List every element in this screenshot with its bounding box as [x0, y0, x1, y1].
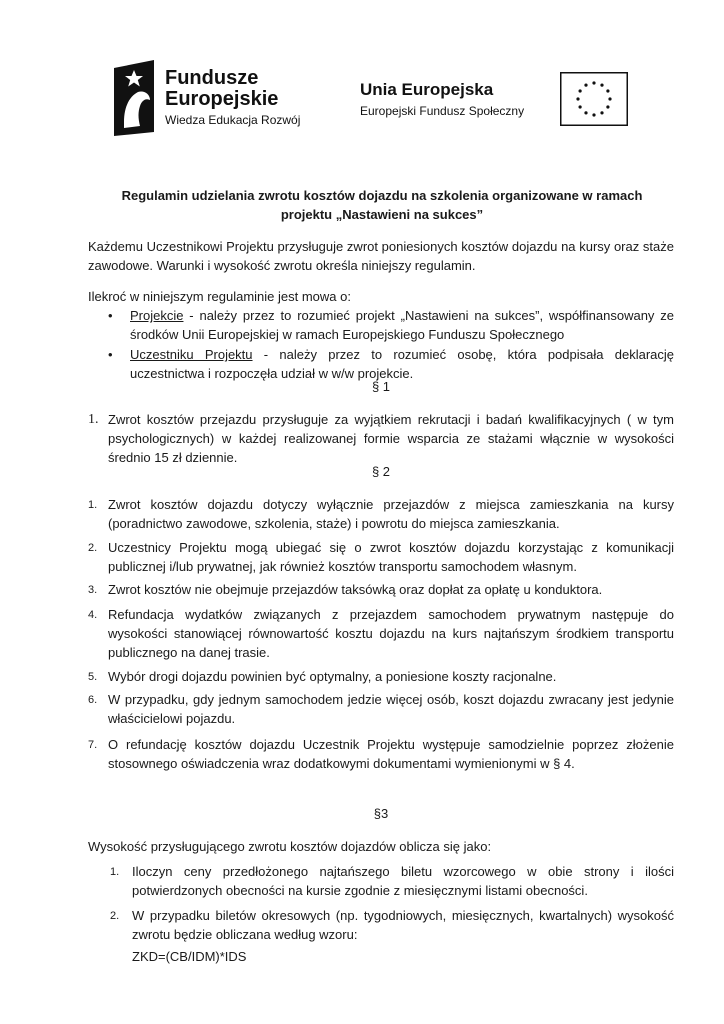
section2-item [88, 580, 674, 599]
ue-logo-text [360, 80, 550, 120]
item-text: Zwrot kosztów dojazdu dotyczy wyłącznie przejazdów z miejsca zamieszkania na kursy (poradnictwo zawodowe, szkolenia, staże) i powrotu do miejsca zamieszkania. [108, 497, 674, 531]
fe-logo-line2: Europejskie [165, 88, 279, 110]
document-title [90, 186, 674, 224]
item-text: Zwrot kosztów przejazdu przysługuje za wyjątkiem rekrutacji i badań kwalifikacyjnych ( w tym psychologicznych) w każdej realizowanej formie wsparcia ze stażami włącznie w wysokości średnio 15 zł dziennie. [108, 412, 674, 465]
definition-item [88, 306, 674, 344]
item-number: 4. [88, 609, 98, 621]
item-text: Iloczyn ceny przedłożonego najtańszego biletu wzorcowego w obie strony i ilości potwierdzonych obecności na kursie zgodnie z miesięcznymi listami obecności. [132, 864, 674, 898]
section2-item [88, 690, 674, 728]
intro-paragraph: Każdemu Uczestnikowi Projektu przysługuje zwrot poniesionych kosztów dojazdu na kursy oraz staże zawodowe. Warunki i wysokość zwrotu określa niniejszy regulamin. [88, 239, 674, 273]
section3-lead: Wysokość przysługującego zwrotu kosztów dojazdów oblicza się jako: [88, 839, 492, 854]
item-number: 5. [88, 671, 98, 683]
fe-logo-line1: Fundusze [165, 67, 259, 89]
item-number: 2. [110, 910, 120, 922]
eu-flag-icon [560, 72, 628, 126]
ue-logo-title: Unia Europejska [360, 80, 494, 99]
item-text: Zwrot kosztów nie obejmuje przejazdów taksówką oraz dopłat za opłatę u konduktora. [108, 582, 603, 597]
item-text: Uczestnicy Projektu mogą ubiegać się o zwrot kosztów dojazdu korzystając z komunikacji publicznej i/lub prywatnej, jak również kosztów transportu samochodem własnym. [108, 540, 674, 574]
item-number: 1. [110, 866, 120, 878]
item-text: W przypadku, gdy jednym samochodem jedzie więcej osób, koszt dojazdu zwracany jest jedynie właścicielowi pojazdu. [108, 692, 674, 726]
section2-item [88, 495, 674, 533]
document-title-line1: Regulamin udzielania zwrotu kosztów dojazdu na szkolenia organizowane w ramach [121, 188, 643, 203]
definition-term: Projekcie [130, 308, 184, 323]
item-number: 2. [88, 542, 98, 554]
document-title-line2: projektu „Nastawieni na sukces” [280, 207, 484, 222]
definition-term: Uczestniku Projektu [130, 347, 253, 362]
section2-item [88, 605, 674, 662]
section3-item [110, 862, 674, 900]
definition-text: - należy przez to rozumieć osobę, która podpisała deklarację uczestnictwa i rozpoczęła udział w w/w projekcie. [130, 347, 674, 381]
definition-text: - należy przez to rozumieć projekt „Nastawieni na sukces”, współfinansowany ze środków Unii Europejskiej w ramach Europejskiego Funduszu Społecznego [130, 308, 674, 342]
bullet-icon: • [108, 308, 113, 323]
bullet-icon: • [108, 347, 113, 362]
section2-item [88, 667, 674, 686]
ue-logo-subtitle: Europejski Fundusz Społeczny [360, 104, 525, 118]
definitions-lead: Ilekroć w niniejszym regulaminie jest mowa o: [88, 289, 351, 304]
section2-heading: § 2 [371, 464, 391, 479]
fe-logo [110, 60, 320, 136]
item-number: 6. [88, 694, 98, 706]
item-number: 1. [88, 499, 98, 511]
item-number: 7. [88, 739, 98, 751]
item-text: Wybór drogi dojazdu powinien być optymalny, a poniesione koszty racjonalne. [108, 669, 557, 684]
fe-logo-line3: Wiedza Edukacja Rozwój [165, 113, 301, 127]
formula: ZKD=(CB/IDM)*IDS [132, 949, 247, 964]
section3-item [110, 906, 674, 944]
section1-item [88, 410, 674, 467]
item-number: 3. [88, 584, 98, 596]
fe-logo-mark-icon [110, 60, 158, 136]
section2-item [88, 735, 674, 773]
section1-heading: § 1 [371, 379, 391, 394]
item-number: 1. [88, 412, 99, 427]
section2-item [88, 538, 674, 576]
section3-heading: §3 [373, 806, 389, 821]
item-text: Refundacja wydatków związanych z przejazdem samochodem prywatnym następuje do wysokości stanowiącej równowartość kosztu dojazdu na kurs najtańszym środkiem transportu publicznego na danej trasie. [108, 607, 674, 660]
item-text: W przypadku biletów okresowych (np. tygodniowych, miesięcznych, kwartalnych) wysokość zwrotu będzie obliczana według wzoru: [132, 908, 674, 942]
item-text: O refundację kosztów dojazdu Uczestnik Projektu występuje samodzielnie poprzez złożenie stosownego oświadczenia wraz dodatkowymi dokumentami wymienionymi w § 4. [108, 737, 674, 771]
